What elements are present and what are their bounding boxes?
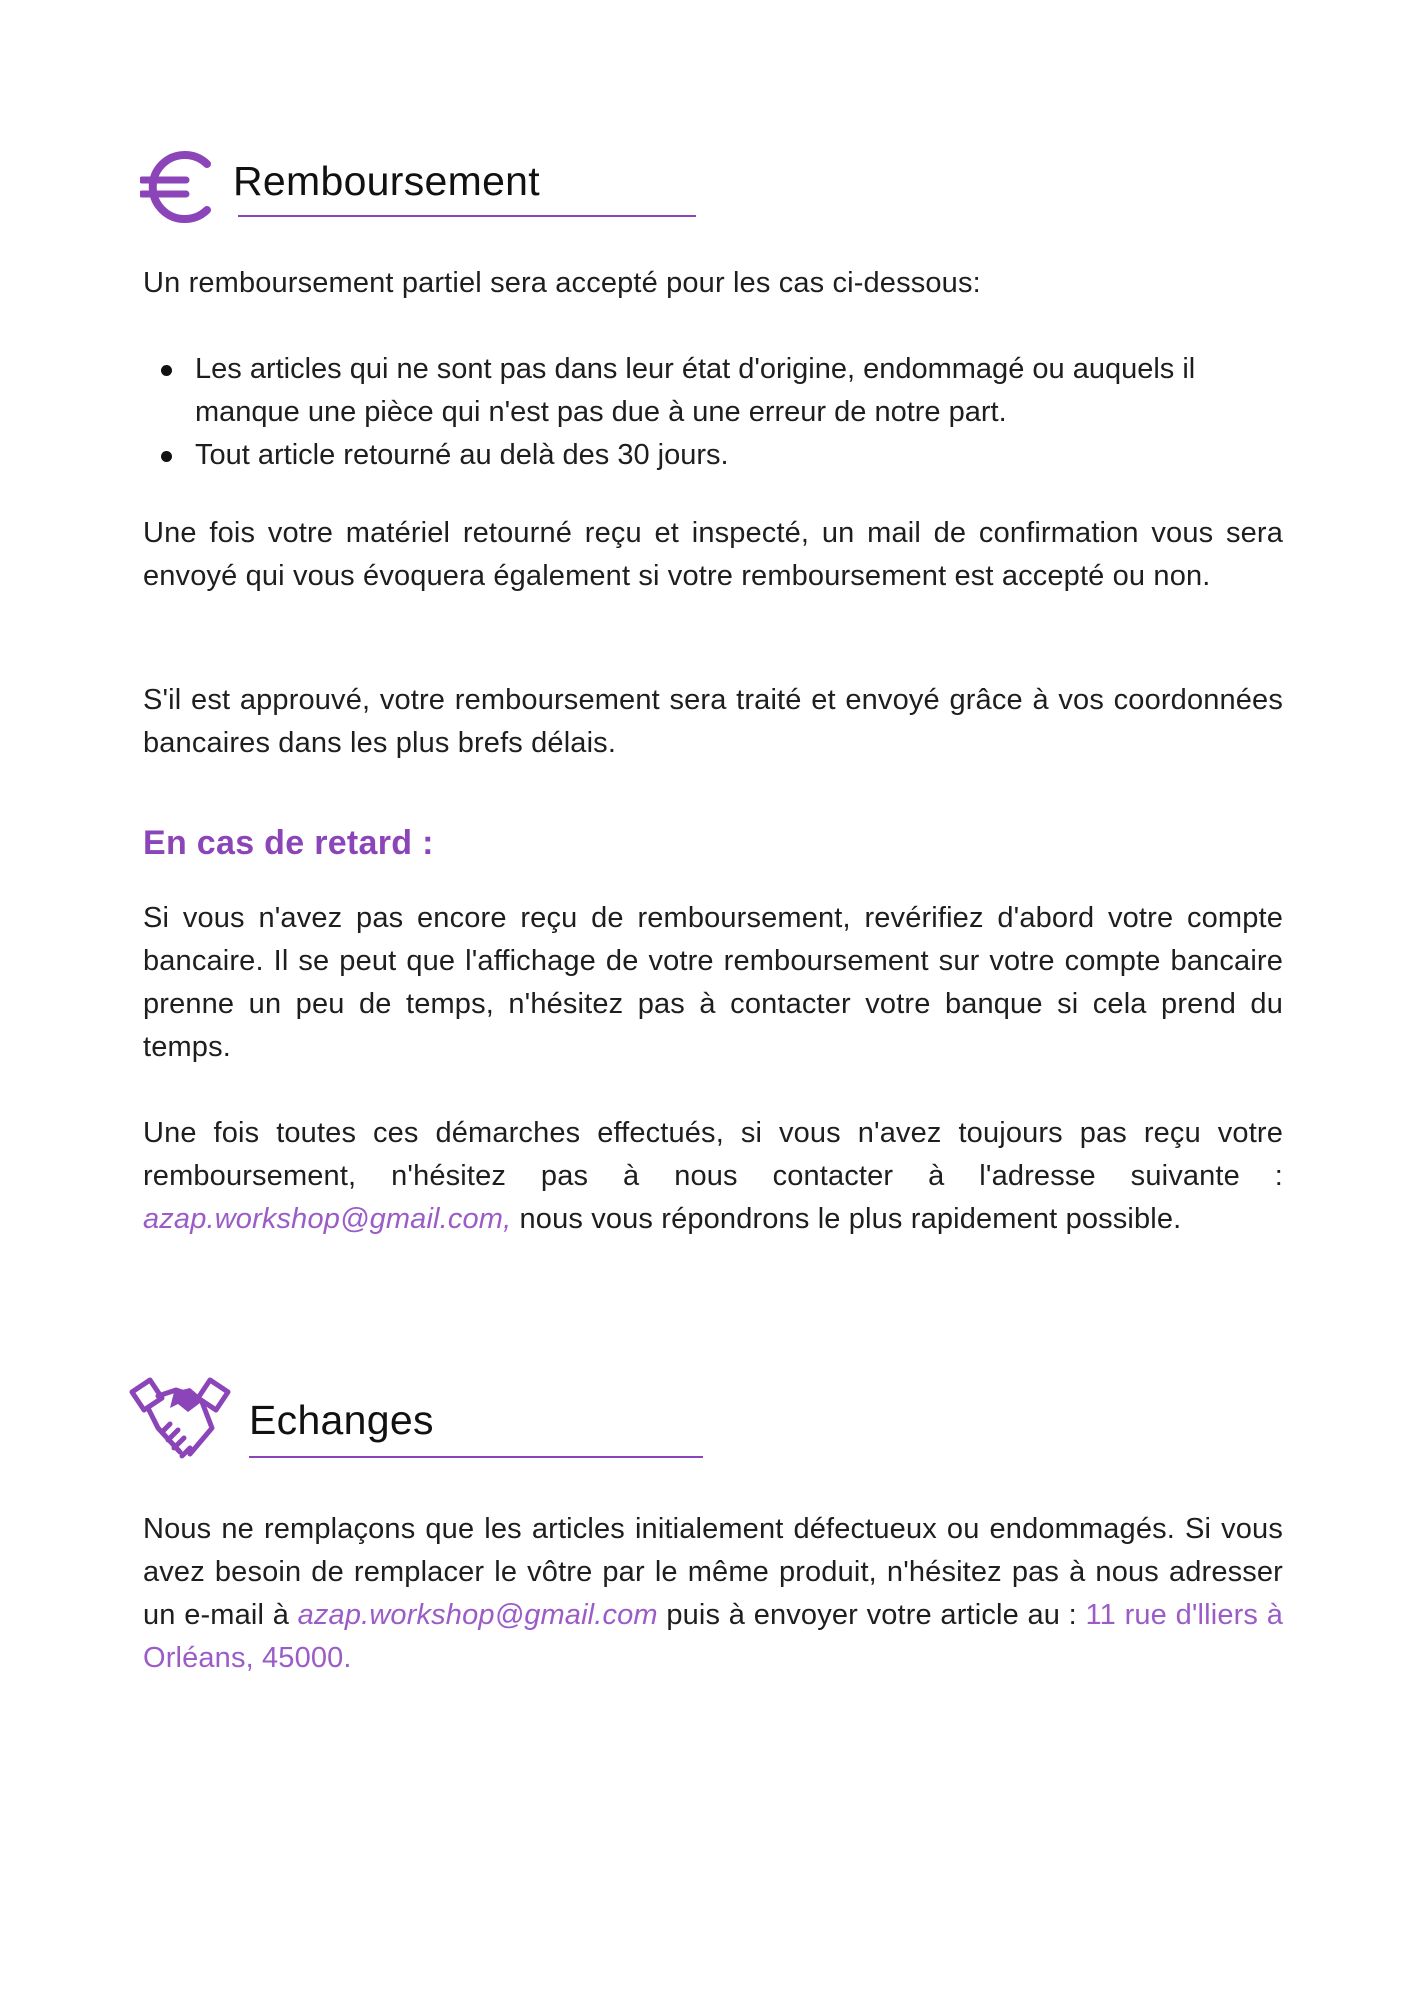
exchange-text-mid: puis à envoyer votre article au : xyxy=(666,1599,1077,1631)
list-item: Tout article retourné au delà des 30 jours. xyxy=(143,434,1283,477)
refund-paragraph-approval: S'il est approuvé, votre remboursement sera traité et envoyé grâce à vos coordonnées bancaires dans les plus brefs délais. xyxy=(143,684,1283,759)
refund-intro: Un remboursement partiel sera accepté pour les cas ci-dessous: xyxy=(143,267,981,299)
delay-contact-text: Une fois toutes ces démarches effectués, si vous n'avez toujours pas reçu votre remboursement, n'hésitez pas à nous contacter à l'adresse suivante : xyxy=(143,1117,1283,1192)
euro-icon xyxy=(140,148,214,231)
exchange-email-link[interactable]: azap.workshop@gmail.com xyxy=(297,1599,658,1631)
list-item: Les articles qui ne sont pas dans leur état d'origine, endommagé ou auquels il manque une pièce qui n'est pas due à une erreur de notre part. xyxy=(143,348,1283,434)
refund-conditions-list xyxy=(143,348,1283,477)
delay-contact-end: nous vous répondrons le plus rapidement possible. xyxy=(519,1203,1182,1235)
exchange-paragraph xyxy=(143,1508,1283,1680)
delay-heading: En cas de retard : xyxy=(143,824,434,862)
refund-title: Remboursement xyxy=(233,158,540,204)
delay-paragraph-bank: Si vous n'avez pas encore reçu de remboursement, revérifiez d'abord votre compte bancaire. Il se peut que l'affichage de votre remboursement sur votre compte bancaire prenne un peu de temps, n'hésitez pas à contacter votre banque si cela prend du temps. xyxy=(143,902,1283,1063)
exchange-text-start: Nous ne remplaçons que les articles initialement défectueux ou endommagés. Si vous avez besoin de remplacer le vôtre par le même produit, n'hésitez pas à nous adresser un e-mail à xyxy=(143,1513,1283,1631)
contact-email-link[interactable]: azap.workshop@gmail.com, xyxy=(143,1203,512,1235)
refund-title-underline xyxy=(238,215,696,217)
refund-paragraph-inspection: Une fois votre matériel retourné reçu et inspecté, un mail de confirmation vous sera envoyé qui vous évoquera également si votre remboursement est accepté ou non. xyxy=(143,517,1283,592)
exchange-title: Echanges xyxy=(249,1397,434,1443)
handshake-icon xyxy=(128,1376,232,1471)
exchange-title-underline xyxy=(249,1456,703,1458)
exchange-address: 11 rue d'lliers à Orléans, 45000. xyxy=(143,1599,1283,1674)
delay-paragraph-contact xyxy=(143,1112,1283,1241)
